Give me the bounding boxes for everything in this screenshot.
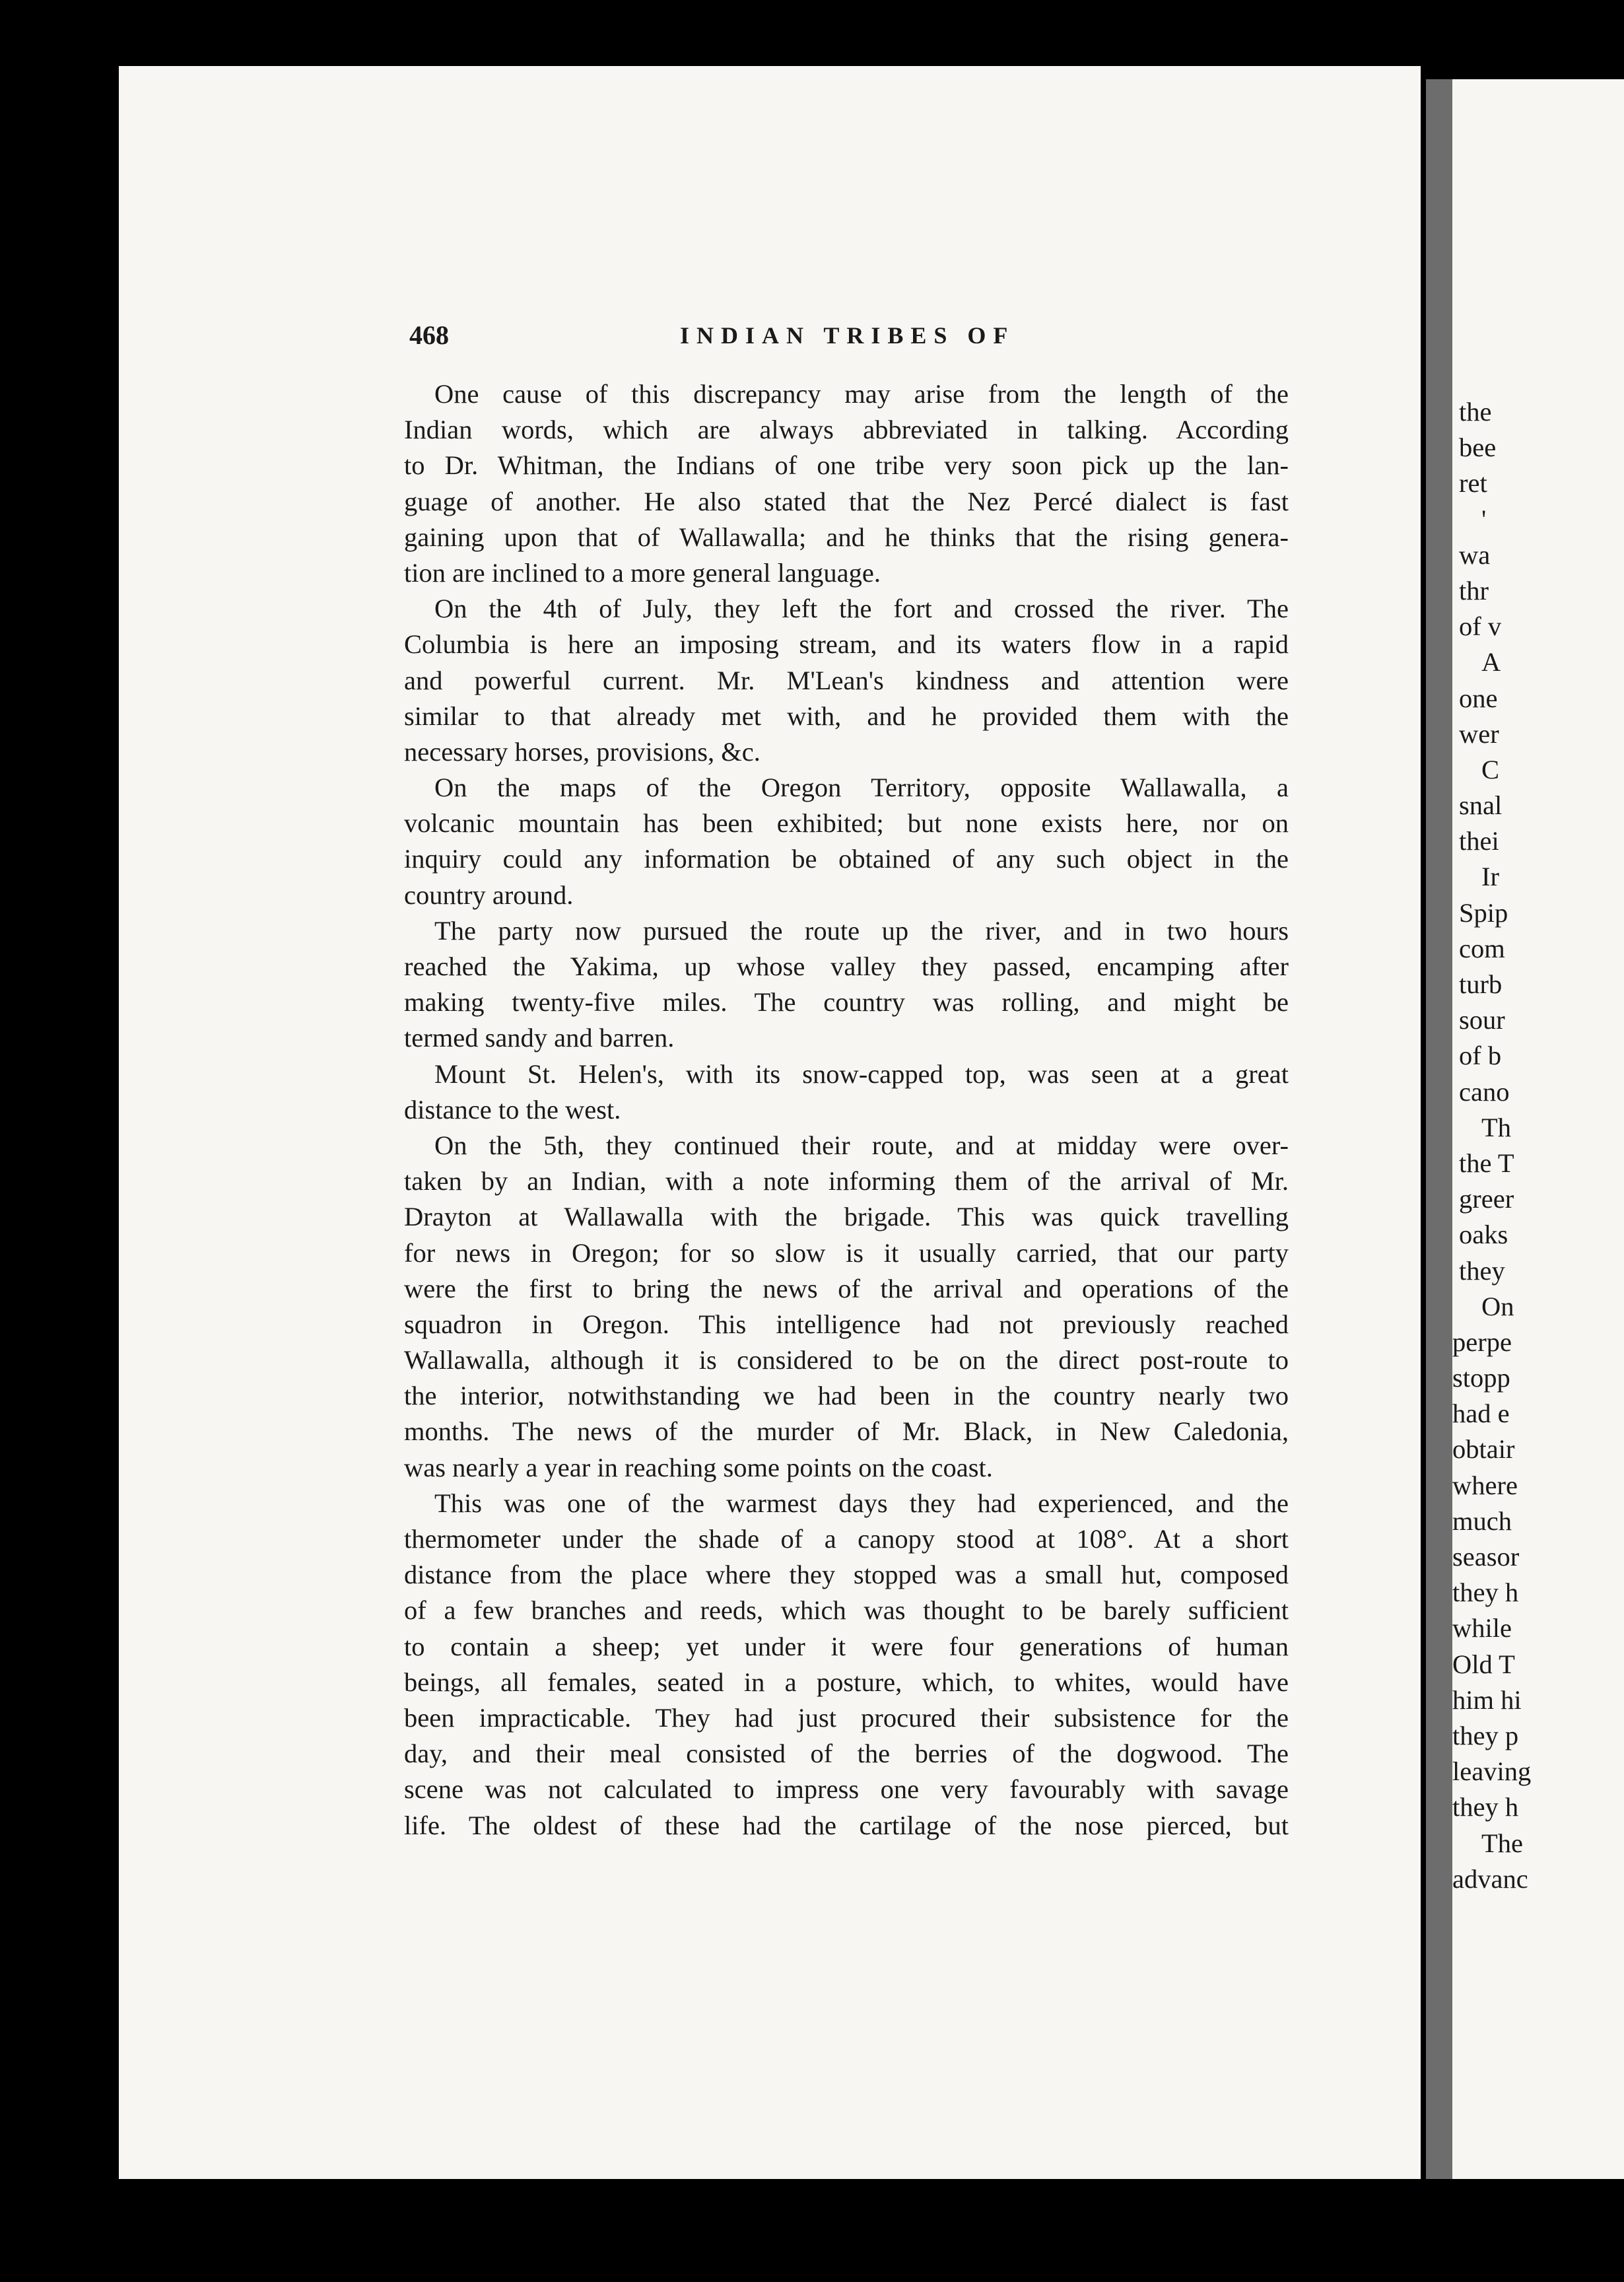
text-line: volcanic mountain has been exhibited; but none exists here, nor on — [404, 808, 1289, 839]
text-line: termed sandy and barren. — [404, 1023, 675, 1053]
text-line: Columbia is here an imposing stream, and its waters flow in a rapid — [404, 629, 1289, 660]
right-page-line: greer — [1459, 1184, 1514, 1214]
text-line: similar to that already met with, and he provided them with the — [404, 701, 1289, 731]
right-page-line: the T — [1459, 1148, 1514, 1178]
right-page-line: sour — [1459, 1005, 1505, 1035]
text-line: On the 5th, they continued their route, and at midday were over- — [434, 1130, 1289, 1160]
text-line: On the maps of the Oregon Territory, opposite Wallawalla, a — [434, 773, 1289, 803]
right-page-line: had e — [1452, 1399, 1510, 1429]
right-page-line: thr — [1459, 575, 1489, 605]
text-line: Wallawalla, although it is considered to be on the direct post-route to — [404, 1345, 1289, 1375]
right-page-line: turb — [1459, 969, 1503, 999]
right-page-line: oaks — [1459, 1220, 1508, 1250]
right-page-line: perpe — [1452, 1327, 1512, 1357]
right-page-line: the — [1459, 397, 1492, 427]
right-page-line: snal — [1459, 790, 1503, 821]
right-page-line: one — [1459, 683, 1498, 713]
page-header — [409, 316, 1334, 355]
right-page-line: ret — [1459, 468, 1487, 499]
text-line: thermometer under the shade of a canopy stood at 108°. At a short — [404, 1524, 1289, 1554]
right-page-line: while — [1452, 1613, 1512, 1643]
text-line: The party now pursued the route up the river, and in two hours — [434, 915, 1289, 946]
right-page-line: On — [1481, 1291, 1514, 1321]
right-page-line: they p — [1452, 1720, 1519, 1750]
text-line: One cause of this discrepancy may arise from the length of the — [434, 379, 1289, 409]
text-line: gaining upon that of Wallawalla; and he thinks that the rising genera- — [404, 522, 1289, 552]
text-line: Indian words, which are always abbreviated in talking. According — [404, 415, 1289, 445]
text-line: Drayton at Wallawalla with the brigade. This was quick travelling — [404, 1202, 1289, 1232]
text-line: necessary horses, provisions, &c. — [404, 736, 761, 767]
right-page-line: they — [1459, 1255, 1505, 1286]
text-line: of a few branches and reeds, which was thought to be barely sufficient — [404, 1595, 1289, 1626]
text-line: scene was not calculated to impress one very favourably with savage — [404, 1774, 1289, 1805]
right-page-line: com — [1459, 933, 1505, 963]
right-page-line: cano — [1459, 1076, 1510, 1107]
right-page-line: The — [1481, 1828, 1523, 1858]
right-page-line: advanc — [1452, 1863, 1528, 1894]
text-line: were the first to bring the news of the arrival and operations of the — [404, 1273, 1289, 1303]
right-page-line: A — [1481, 647, 1501, 677]
text-line: to Dr. Whitman, the Indians of one tribe very soon pick up the lan- — [404, 450, 1289, 481]
right-page-line: obtair — [1452, 1434, 1515, 1465]
right-page-line: wer — [1459, 718, 1499, 749]
running-head: INDIAN TRIBES OF — [680, 322, 1015, 349]
text-line: country around. — [404, 880, 574, 910]
text-line: Mount St. Helen's, with its snow-capped top, was seen at a great — [434, 1058, 1289, 1089]
text-line: squadron in Oregon. This intelligence had not previously reached — [404, 1309, 1289, 1339]
text-line: tion are inclined to a more general language. — [404, 557, 881, 588]
page-gutter — [1426, 79, 1452, 2179]
right-page-line: bee — [1459, 432, 1497, 463]
right-page-line: wa — [1459, 539, 1491, 570]
text-line: to contain a sheep; yet under it were four generations of human — [404, 1631, 1289, 1661]
text-line: day, and their meal consisted of the berries of the dogwood. The — [404, 1739, 1289, 1769]
text-line: reached the Yakima, up whose valley they passed, encamping after — [404, 951, 1289, 981]
right-page-line: Spip — [1459, 897, 1508, 928]
text-line: taken by an Indian, with a note informing them of the arrival of Mr. — [404, 1166, 1289, 1196]
text-line: life. The oldest of these had the cartilage of the nose pierced, but — [404, 1810, 1289, 1840]
text-line: distance to the west. — [404, 1094, 621, 1124]
right-page-line: much — [1452, 1505, 1512, 1536]
text-line: and powerful current. Mr. M'Lean's kindness and attention were — [404, 665, 1289, 695]
right-page-line: him hi — [1452, 1684, 1522, 1715]
right-page-line: Th — [1481, 1112, 1511, 1142]
text-line: beings, all females, seated in a posture, which, to whites, would have — [404, 1667, 1289, 1697]
text-line: been impracticable. They had just procured their subsistence for the — [404, 1702, 1289, 1733]
right-page-line: seasor — [1452, 1542, 1520, 1572]
right-page-line: of v — [1459, 611, 1502, 642]
text-line: was nearly a year in reaching some points on the coast. — [404, 1452, 993, 1482]
right-page-line: of b — [1459, 1041, 1502, 1071]
right-page-text — [1452, 394, 1624, 1897]
text-line: the interior, notwithstanding we had been in the country nearly two — [404, 1381, 1289, 1411]
right-page-line: where — [1452, 1470, 1518, 1500]
text-line: inquiry could any information be obtained of any such object in the — [404, 844, 1289, 874]
text-line: months. The news of the murder of Mr. Black, in New Caledonia, — [404, 1416, 1289, 1447]
right-page-line: they h — [1452, 1792, 1519, 1822]
right-page-line: Ir — [1481, 862, 1499, 892]
page-number: 468 — [409, 320, 449, 350]
right-page-line: C — [1481, 754, 1500, 784]
right-page-line: ' — [1481, 504, 1487, 534]
right-page-line: Old T — [1452, 1649, 1515, 1679]
text-line: making twenty-five miles. The country was rolling, and might be — [404, 987, 1289, 1018]
text-line: guage of another. He also stated that the Nez Percé dialect is fast — [404, 486, 1289, 516]
text-line: On the 4th of July, they left the fort and crossed the river. The — [434, 594, 1289, 624]
body-text — [404, 376, 1289, 1844]
right-page-line: they h — [1452, 1577, 1519, 1608]
text-line: This was one of the warmest days they had experienced, and the — [434, 1488, 1289, 1518]
text-line: for news in Oregon; for so slow is it usually carried, that our party — [404, 1237, 1289, 1268]
right-page-line: leaving — [1452, 1756, 1532, 1787]
text-line: distance from the place where they stopped was a small hut, composed — [404, 1560, 1289, 1590]
right-page-line: thei — [1459, 826, 1499, 856]
right-page-line: stopp — [1452, 1363, 1510, 1393]
right-page — [1452, 79, 1624, 2179]
